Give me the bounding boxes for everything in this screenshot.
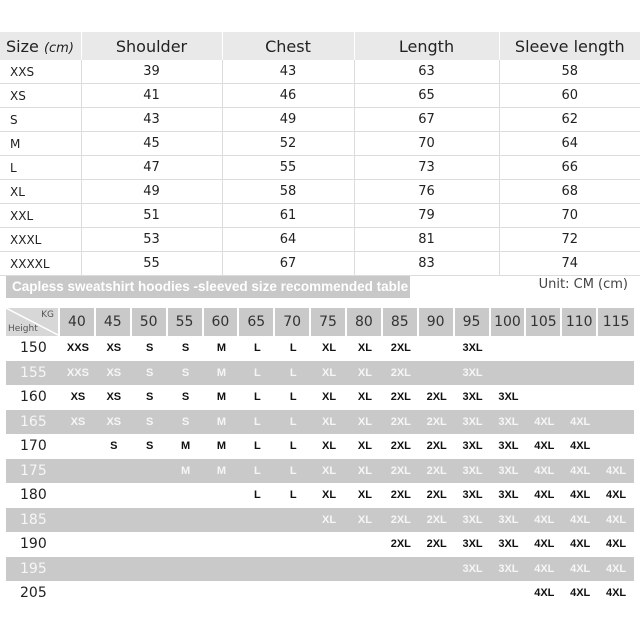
size-row [0,108,640,132]
recommendation-row [6,410,634,435]
recommended-size-cell [311,532,347,557]
recommended-size-cell [419,361,455,386]
recommended-size-cell: 2XL [383,361,419,386]
recommended-size-cell [96,459,132,484]
recommended-size-cell: L [253,391,261,404]
recommended-size-cell: 3XL [455,459,491,484]
weight-header-cell: 105 [526,308,562,336]
measurement-cell: 81 [354,228,499,252]
measurement-cell: 62 [499,108,640,132]
recommended-size-cell: 4XL [598,508,634,533]
recommended-size-cell: L [253,342,261,355]
recommended-size-cell: S [181,391,190,404]
recommended-size-cell [347,581,383,606]
recommended-size-cell: XXS [66,342,89,355]
measurement-cell: 53 [81,228,222,252]
recommended-size-cell [168,532,204,557]
recommended-size-cell: 2XL [426,440,447,453]
recommended-size-cell: 3XL [498,538,519,551]
recommended-size-cell: 4XL [570,538,591,551]
weight-header-cell: 100 [491,308,527,336]
recommended-size-cell [598,385,634,410]
recommendation-row [6,581,634,606]
recommended-size-cell: L [253,489,261,502]
recommendation-row [6,532,634,557]
recommended-size-cell: 3XL [498,391,519,404]
recommendation-title-bar: Capless sweatshirt hoodies -sleeved size recommended table [6,276,410,298]
height-cell: 170 [20,438,47,455]
measurement-cell: 52 [222,132,354,156]
recommendation-row [6,483,634,508]
recommended-size-cell: 3XL [455,361,491,386]
measurement-cell: 76 [354,180,499,204]
recommended-size-cell [526,361,562,386]
recommended-size-cell [311,557,347,582]
recommended-size-cell [562,385,598,410]
size-cell: S [0,108,81,132]
recommended-size-cell [383,581,419,606]
recommended-size-cell: 2XL [390,489,411,502]
recommended-size-cell [275,581,311,606]
size-row [0,60,640,84]
recommended-size-cell: M [216,342,227,355]
recommended-size-cell: 4XL [562,410,598,435]
recommended-size-cell [168,508,204,533]
recommended-size-cell: XXS [60,361,96,386]
recommended-size-cell: 4XL [526,459,562,484]
recommended-size-cell: XL [311,361,347,386]
recommended-size-cell: XL [311,410,347,435]
recommended-size-cell: XL [322,440,337,453]
recommended-size-cell [275,532,311,557]
recommended-size-cell: S [132,361,168,386]
measurement-cell: 43 [81,108,222,132]
height-cell: 190 [20,536,47,553]
measurement-cell: 74 [499,252,640,276]
unit-label: Unit: CM (cm) [538,277,628,292]
recommended-size-cell [598,361,634,386]
recommended-size-cell: 2XL [419,410,455,435]
recommended-size-cell [239,508,275,533]
recommended-size-cell: 2XL [383,508,419,533]
kg-axis-label: KG [41,310,54,320]
recommended-size-cell: 3XL [462,538,483,551]
recommended-size-cell: 4XL [526,410,562,435]
recommended-size-cell: 2XL [426,391,447,404]
measurement-cell: 58 [499,60,640,84]
recommended-size-cell [96,581,132,606]
recommended-size-cell: 3XL [498,440,519,453]
recommended-size-cell [491,581,527,606]
size-cell: L [0,156,81,180]
recommended-size-cell [383,557,419,582]
recommended-size-cell: XS [96,410,132,435]
recommended-size-cell: 2XL [390,391,411,404]
size-cell: XXL [0,204,81,228]
height-cell: 180 [20,487,47,504]
recommended-size-cell: 3XL [491,459,527,484]
weight-header-cell: 40 [60,308,96,336]
recommended-size-cell: S [146,440,154,453]
recommended-size-cell: XL [357,342,372,355]
recommended-size-cell: 3XL [491,557,527,582]
recommended-size-cell: 3XL [455,410,491,435]
recommended-size-cell: 2XL [426,538,447,551]
recommended-size-cell [204,557,240,582]
recommended-size-cell: 4XL [570,440,591,453]
recommended-size-cell: XL [311,459,347,484]
measurement-cell: 61 [222,204,354,228]
measurement-cell: 49 [222,108,354,132]
recommended-size-cell: XS [70,391,86,404]
size-row [0,84,640,108]
recommended-size-cell: 3XL [462,489,483,502]
recommended-size-cell: XL [347,410,383,435]
recommended-size-cell: 4XL [598,459,634,484]
length-column-header: Length [354,32,499,60]
size-row [0,180,640,204]
height-cell: 160 [20,389,47,406]
measurement-cell: 68 [499,180,640,204]
recommended-size-cell: M [168,459,204,484]
recommended-size-cell: 4XL [526,557,562,582]
recommended-size-cell: XL [322,342,337,355]
recommended-size-cell [526,336,562,361]
recommended-size-cell: S [146,391,154,404]
height-cell: 155 [6,361,60,386]
recommendation-row [6,385,634,410]
recommended-size-cell: 3XL [455,557,491,582]
recommendation-row [6,508,634,533]
recommendation-row [6,434,634,459]
size-cell: XXXXL [0,252,81,276]
weight-header-row [6,308,634,336]
recommended-size-cell: 4XL [562,459,598,484]
recommended-size-cell: L [275,410,311,435]
measurement-cell: 47 [81,156,222,180]
recommended-size-cell: XS [106,391,122,404]
recommended-size-cell [562,361,598,386]
recommended-size-cell: XL [322,391,337,404]
recommended-size-cell [132,483,168,508]
recommended-size-cell [598,336,634,361]
weight-header-cell: 65 [239,308,275,336]
height-cell: 185 [6,508,60,533]
recommended-size-cell [239,557,275,582]
recommended-size-cell: 2XL [383,410,419,435]
recommended-size-cell: L [275,361,311,386]
weight-header-cell: 50 [132,308,168,336]
recommended-size-cell: 2XL [390,342,411,355]
recommendation-row [6,336,634,361]
recommended-size-cell [60,483,96,508]
measurement-cell: 55 [81,252,222,276]
recommended-size-cell: 2XL [390,440,411,453]
recommended-size-cell [347,532,383,557]
recommended-size-cell: 4XL [534,538,555,551]
measurement-cell: 41 [81,84,222,108]
measurement-cell: 64 [222,228,354,252]
recommended-size-cell [96,557,132,582]
size-recommendation-table [6,308,634,606]
recommended-size-cell [96,508,132,533]
recommended-size-cell: XL [322,489,337,502]
recommended-size-cell: L [239,361,275,386]
recommended-size-cell [60,434,96,459]
recommended-size-cell [96,483,132,508]
size-cell: XXXL [0,228,81,252]
weight-header-cell: 60 [204,308,240,336]
recommended-size-cell [419,557,455,582]
recommended-size-cell: XS [106,342,122,355]
recommended-size-cell [239,581,275,606]
size-row [0,156,640,180]
recommended-size-cell [168,557,204,582]
recommended-size-cell: 4XL [605,489,627,502]
recommended-size-cell [132,532,168,557]
recommended-size-cell: L [289,391,297,404]
recommended-size-cell [347,557,383,582]
height-cell: 205 [20,585,47,602]
recommended-size-cell: 4XL [598,557,634,582]
measurement-cell: 67 [354,108,499,132]
recommended-size-cell: XL [357,489,372,502]
recommended-size-cell [132,581,168,606]
measurement-cell: 63 [354,60,499,84]
recommended-size-cell [132,508,168,533]
recommended-size-cell [60,508,96,533]
recommended-size-cell: M [204,459,240,484]
recommended-size-cell: XL [311,508,347,533]
measurement-cell: 51 [81,204,222,228]
size-label: Size [6,36,39,56]
recommended-size-cell: 2XL [419,508,455,533]
size-row [0,252,640,276]
height-cell: 175 [6,459,60,484]
measurement-cell: 73 [354,156,499,180]
height-axis-label: Height [8,324,38,334]
recommended-size-cell: L [253,440,261,453]
measurement-cell: 70 [354,132,499,156]
weight-header-cell: 55 [168,308,204,336]
recommended-size-cell [562,336,598,361]
recommended-size-cell [419,336,455,361]
recommended-size-cell: XL [347,459,383,484]
size-column-header [0,32,81,60]
recommended-size-cell: S [181,342,190,355]
recommended-size-cell [168,581,204,606]
size-cell: XL [0,180,81,204]
weight-header-cell: 85 [383,308,419,336]
recommended-size-cell: S [168,361,204,386]
recommended-size-cell: 3XL [491,410,527,435]
recommended-size-cell: M [216,391,227,404]
size-row [0,228,640,252]
size-unit: (cm) [43,40,74,56]
recommended-size-cell [491,361,527,386]
measurement-cell: 64 [499,132,640,156]
recommended-size-cell [60,459,96,484]
recommended-size-cell: 3XL [491,508,527,533]
recommended-size-cell: M [180,440,191,453]
recommended-size-cell: 3XL [462,391,483,404]
recommended-size-cell: 4XL [534,440,555,453]
recommended-size-cell: 4XL [534,489,555,502]
measurement-cell: 67 [222,252,354,276]
measurement-cell: 39 [81,60,222,84]
recommended-size-cell [204,508,240,533]
measurement-cell: 58 [222,180,354,204]
size-cell: XXS [0,60,81,84]
shoulder-column-header: Shoulder [81,32,222,60]
weight-header-cell: 70 [275,308,311,336]
measurement-cell: 45 [81,132,222,156]
recommended-size-cell: XL [347,361,383,386]
recommended-size-cell: S [168,410,204,435]
recommended-size-cell: M [216,440,227,453]
measurement-cell: 83 [354,252,499,276]
recommended-size-cell: M [204,361,240,386]
recommended-size-cell: L [275,459,311,484]
recommended-size-cell [132,459,168,484]
measurement-cell: 49 [81,180,222,204]
recommended-size-cell [96,532,132,557]
recommended-size-cell: 4XL [570,587,591,600]
height-cell: 150 [20,340,47,357]
recommended-size-cell: XL [347,508,383,533]
recommended-size-cell: 4XL [605,587,627,600]
recommended-size-cell [275,508,311,533]
recommended-size-cell: XL [357,440,372,453]
measurement-cell: 72 [499,228,640,252]
recommended-size-cell [204,483,240,508]
recommendation-row [6,361,634,386]
recommendation-row [6,459,634,484]
recommended-size-cell [132,557,168,582]
measurement-cell: 66 [499,156,640,180]
recommendation-table-body [6,336,634,606]
weight-header-cell: 75 [311,308,347,336]
size-row [0,204,640,228]
recommended-size-cell: 4XL [534,587,555,600]
measurement-cell: 60 [499,84,640,108]
recommended-size-cell: 4XL [562,508,598,533]
recommended-size-cell: S [110,440,118,453]
recommended-size-cell [491,336,527,361]
recommended-size-cell [239,532,275,557]
recommended-size-cell: 2XL [426,489,447,502]
size-row [0,132,640,156]
recommended-size-cell: XL [357,391,372,404]
recommended-size-cell: L [239,410,275,435]
size-cell: M [0,132,81,156]
size-cell: XS [0,84,81,108]
recommended-size-cell: 4XL [526,508,562,533]
recommended-size-cell: M [204,410,240,435]
recommended-size-cell [204,581,240,606]
size-table-body [0,60,640,276]
recommended-size-cell [455,581,491,606]
recommended-size-cell [60,581,96,606]
weight-header-cell: 95 [455,308,491,336]
recommendation-row [6,557,634,582]
measurement-cell: 70 [499,204,640,228]
recommended-size-cell: 3XL [462,440,483,453]
weight-header-cell: 45 [96,308,132,336]
recommended-size-cell [168,483,204,508]
recommended-size-cell [311,581,347,606]
recommended-size-cell: L [289,440,297,453]
recommended-size-cell: 3XL [462,342,483,355]
recommended-size-cell: 2XL [419,459,455,484]
weight-header-cell: 90 [419,308,455,336]
height-cell: 165 [6,410,60,435]
measurement-cell: 55 [222,156,354,180]
weight-header-cell: 110 [562,308,598,336]
recommended-size-cell [204,532,240,557]
recommended-size-cell: 4XL [570,489,591,502]
height-weight-corner-cell [6,308,60,336]
recommended-size-cell: 2XL [390,538,411,551]
recommended-size-cell: 4XL [605,538,627,551]
measurement-cell: 65 [354,84,499,108]
recommended-size-cell: 3XL [455,508,491,533]
recommended-size-cell: 3XL [498,489,519,502]
recommended-size-cell [275,557,311,582]
recommended-size-cell [598,434,634,459]
recommended-size-cell [419,581,455,606]
recommended-size-cell: L [289,489,297,502]
recommended-size-cell: S [146,342,154,355]
recommended-size-cell [598,410,634,435]
recommended-size-cell [60,532,96,557]
measurement-cell: 79 [354,204,499,228]
recommended-size-cell: 2XL [383,459,419,484]
height-cell: 195 [6,557,60,582]
recommended-size-cell: XS [96,361,132,386]
weight-header-cell: 115 [598,308,634,336]
recommended-size-cell: XS [60,410,96,435]
chest-column-header: Chest [222,32,354,60]
measurement-cell: 46 [222,84,354,108]
recommended-size-cell: 4XL [562,557,598,582]
measurement-cell: 43 [222,60,354,84]
recommended-size-cell: L [289,342,297,355]
weight-header-cell: 80 [347,308,383,336]
recommended-size-cell: L [239,459,275,484]
recommended-size-cell [526,385,562,410]
size-table-header-row [0,32,640,60]
recommended-size-cell [60,557,96,582]
sleeve-length-column-header: Sleeve length [499,32,640,60]
size-measurement-table [0,32,640,276]
recommended-size-cell: S [132,410,168,435]
